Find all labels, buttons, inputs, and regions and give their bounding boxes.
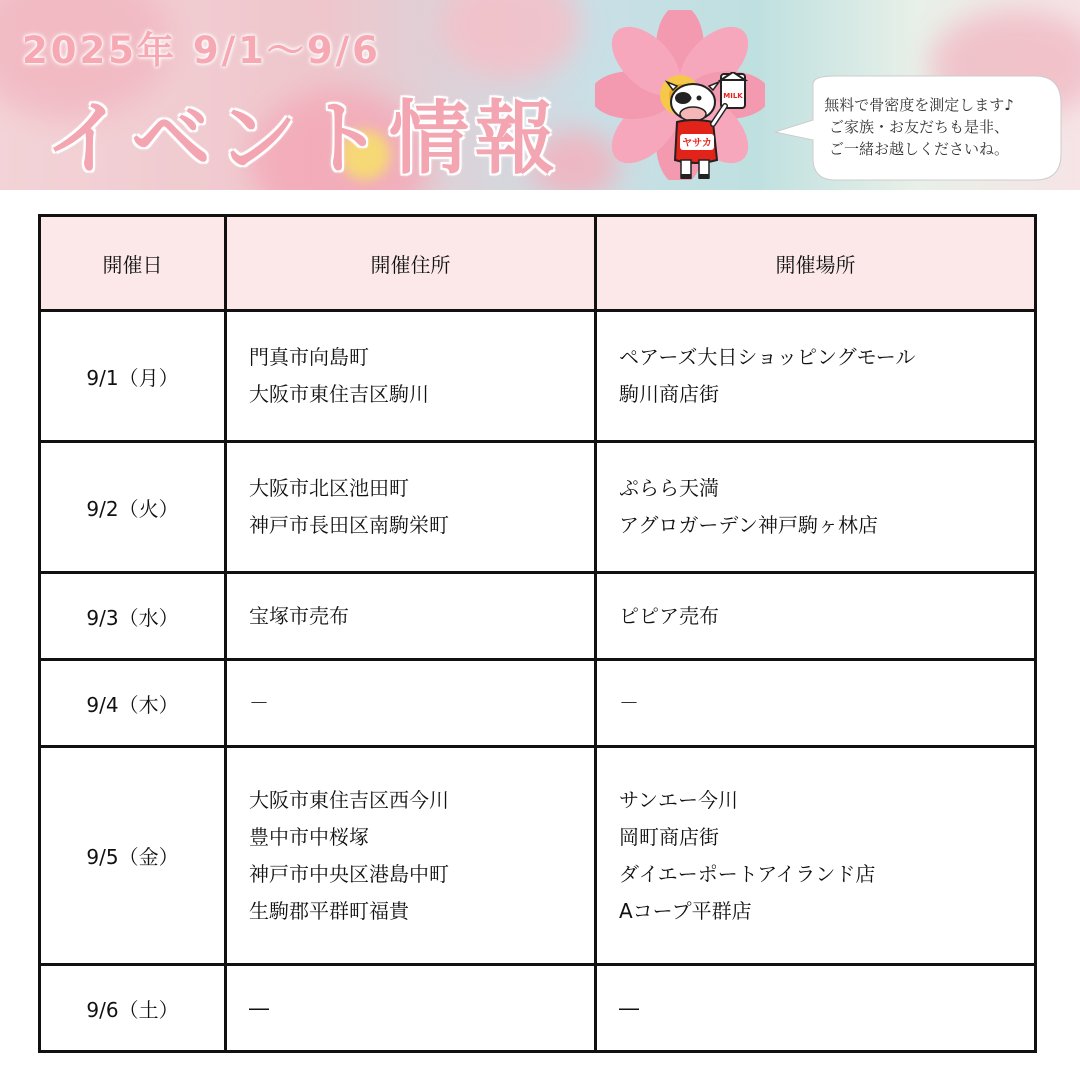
- venue-line: ―: [619, 995, 639, 1020]
- event-date: 9/4（木）: [40, 660, 226, 747]
- address-line: 大阪市東住吉区西今川: [249, 787, 449, 812]
- address-line: 大阪市北区池田町: [249, 476, 409, 500]
- table-row: [40, 311, 1036, 442]
- column-header-address: 開催住所: [226, 216, 596, 311]
- address-line: ―: [249, 995, 269, 1020]
- event-venue: [596, 573, 1036, 660]
- event-date-range: 2025年 9/1〜9/6: [22, 29, 381, 72]
- event-schedule-table: [38, 214, 1037, 1053]
- address-line: 神戸市中央区港島中町: [249, 861, 449, 886]
- table-row: [40, 573, 1036, 660]
- venue-line: ダイエーポートアイランド店: [619, 861, 876, 886]
- venue-line: ピピア売布: [619, 603, 719, 628]
- table-header-row: [40, 216, 1036, 311]
- speech-bubble-text: [775, 94, 1063, 160]
- table-row: [40, 965, 1036, 1052]
- bubble-line: ご家族・お友だちも是非、: [828, 118, 1009, 136]
- table-row: [40, 442, 1036, 573]
- cow-mascot-icon: [663, 72, 763, 182]
- venue-line: Aコープ平群店: [619, 898, 752, 923]
- address-line: 豊中市中桜塚: [249, 824, 369, 849]
- header-banner: [0, 0, 1080, 190]
- event-address: [226, 965, 596, 1052]
- venue-line: －: [619, 690, 639, 715]
- event-address: [226, 573, 596, 660]
- venue-line: ペアーズ大日ショッピングモール: [619, 345, 916, 369]
- table-row: [40, 660, 1036, 747]
- bg-flower-blur: [440, 0, 580, 80]
- address-line: 神戸市長田区南駒栄町: [249, 513, 449, 537]
- venue-line: 岡町商店街: [619, 824, 719, 849]
- address-line: 大阪市東住吉区駒川: [249, 382, 429, 406]
- event-venue: [596, 660, 1036, 747]
- venue-line: サンエー今川: [619, 787, 738, 812]
- table-row: [40, 747, 1036, 965]
- event-address: [226, 442, 596, 573]
- event-address: [226, 660, 596, 747]
- column-header-date: 開催日: [40, 216, 226, 311]
- venue-line: 駒川商店街: [619, 382, 719, 406]
- venue-line: ぷらら天満: [619, 476, 719, 500]
- bubble-line: 無料で骨密度を測定します♪: [824, 96, 1014, 114]
- address-line: 門真市向島町: [249, 345, 369, 369]
- event-venue: [596, 965, 1036, 1052]
- event-address: [226, 311, 596, 442]
- event-address: [226, 747, 596, 965]
- event-date: 9/2（火）: [40, 442, 226, 573]
- event-date: 9/3（水）: [40, 573, 226, 660]
- address-line: －: [249, 690, 269, 715]
- event-date: 9/6（土）: [40, 965, 226, 1052]
- event-date: 9/1（月）: [40, 311, 226, 442]
- venue-line: アグロガーデン神戸駒ヶ林店: [619, 513, 878, 537]
- address-line: 生駒郡平群町福貴: [249, 898, 409, 923]
- column-header-venue: 開催場所: [596, 216, 1036, 311]
- milk-carton-label: MILK: [723, 92, 743, 100]
- event-venue: [596, 747, 1036, 965]
- page-title: イベント情報: [45, 92, 561, 185]
- event-venue: [596, 311, 1036, 442]
- address-line: 宝塚市売布: [249, 603, 349, 628]
- event-date: 9/5（金）: [40, 747, 226, 965]
- event-venue: [596, 442, 1036, 573]
- bubble-line: ご一緒お越しくださいね。: [828, 140, 1009, 158]
- mascot-badge-label: ヤサカ: [682, 138, 712, 149]
